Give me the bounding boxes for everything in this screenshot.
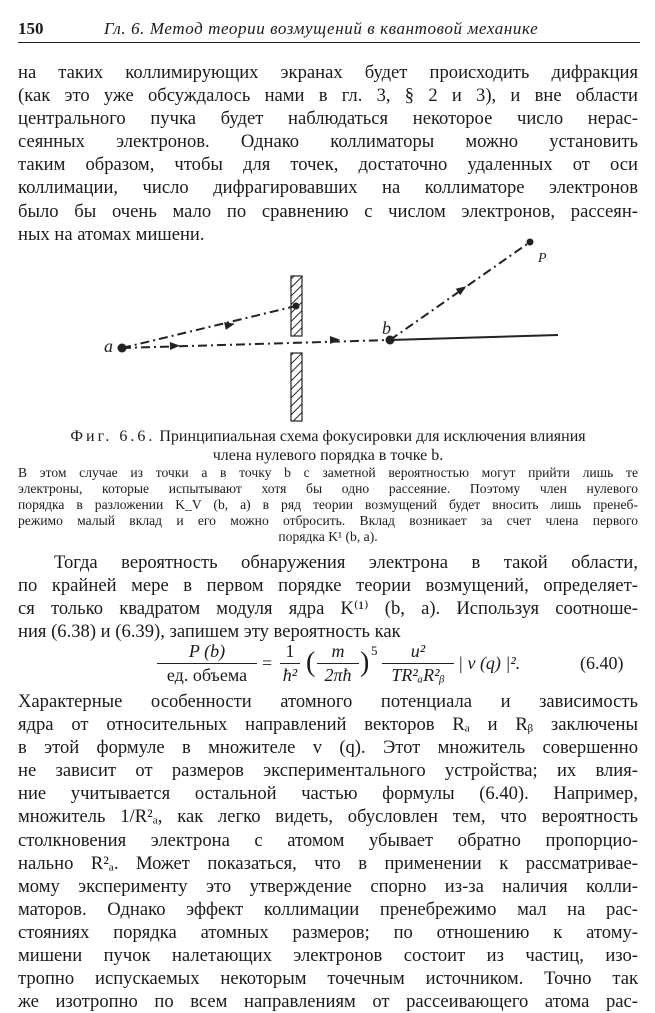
paragraph-1 — [18, 61, 638, 246]
equals-sign: = — [262, 653, 273, 673]
text-line: не зависит от размеров экспериментального устройства; их влия- — [18, 760, 638, 782]
caption-text-1: Принципиальная схема фокусировки для исключения влияния — [159, 428, 586, 445]
beam-path-upper — [122, 306, 296, 348]
text-line: множитель 1/R²ₐ, как легко видеть, обусловлен тем, что вероятность — [18, 806, 638, 828]
note-line: порядка в разложении K_V (b, a) в ряд теории возмущений будет вносить лишь пренеб- — [18, 497, 638, 512]
figure-6-6 — [0, 230, 655, 430]
m-denominator: 2πħ — [324, 665, 352, 685]
caption-label: Фиг. 6.6. — [70, 428, 156, 445]
formula-6-40 — [0, 641, 655, 691]
note-line: режимо малый вклад и его можно отбросить. Вклад возникает за счет члена первого — [18, 513, 638, 528]
note-line: В этом случае из точки a в точку b с заметной вероятностью могут прийти лишь те — [18, 465, 638, 480]
text-line: мишени пучок налетающих электронов состоит из частиц, изо- — [18, 945, 638, 967]
caption-text-2: члена нулевого порядка в точке b. — [212, 447, 444, 464]
text-line: маторов. Однако эффект коллимации пренебрежимо мал на рас- — [18, 898, 638, 920]
note-line: электроны, которые испытывают хотя бы одно рассеяние. Поэтому член нулевого — [18, 481, 638, 496]
label-a: a — [104, 336, 113, 356]
point-a — [118, 344, 127, 353]
text-line: Характерные особенности атомного потенциала и зависимость — [18, 691, 638, 712]
arrow-head — [330, 336, 340, 344]
collimator-screen-lower — [291, 353, 302, 421]
fraction-m — [317, 641, 359, 686]
fraction-u — [382, 641, 454, 686]
point-upper-hole — [293, 303, 300, 310]
arrow-head — [170, 342, 180, 350]
text-line: мому эксперименту это утверждение спорно из-за наличия колли- — [18, 875, 638, 897]
text-line: сеянных электронов. Однако коллиматоры можно установить — [18, 131, 638, 153]
const-denominator: ħ² — [282, 665, 298, 685]
u-numerator: u² — [410, 641, 426, 661]
text-line: Тогда вероятность обнаружения электрона в такой области, — [54, 552, 638, 573]
text-line: же изотропно по всем направлениям от рассеивающего атома рас- — [18, 991, 638, 1013]
text-line: ся только квадратом модуля ядра K⁽¹⁾ (b, a). Используя соотноше- — [18, 598, 638, 620]
text-line: нально R²ₐ. Может показаться, что в применении к рассматривае- — [18, 852, 638, 874]
text-line: (как это уже обсуждалось нами в гл. 3, § 2 и 3), и вне области — [18, 85, 638, 107]
paren-open: ( — [306, 647, 316, 678]
label-p: P — [538, 251, 547, 266]
text-line: центрального пучка будет наблюдаться некоторое число нерас- — [18, 108, 638, 130]
paragraph-2 — [18, 551, 638, 643]
text-line: было бы очень мало по сравнению с числом электронов, рассеян- — [18, 200, 638, 222]
running-title: Гл. 6. Метод теории возмущений в квантовой механике — [104, 19, 539, 38]
focusing-diagram — [0, 230, 655, 430]
figure-caption — [18, 427, 638, 465]
v-term: | v (q) |². — [458, 653, 521, 673]
text-line: ния (6.38) и (6.39), запишем эту вероятность как — [18, 621, 401, 643]
paren-close: ) — [360, 647, 370, 678]
lhs-numerator: P (b) — [188, 641, 226, 661]
unscattered-beam-line — [390, 335, 558, 340]
label-b: b — [382, 318, 391, 338]
text-line: ных на атомах мишени. — [18, 223, 205, 245]
const-numerator: 1 — [285, 641, 295, 661]
text-line: на таких коллимирующих экранах будет происходить дифракция — [18, 62, 638, 83]
lhs-denominator: ед. объема — [166, 665, 248, 685]
point-p — [527, 239, 534, 246]
text-line: по крайней мере в первом порядке теории возмущений, определяет- — [18, 575, 638, 597]
note-line: порядка K¹ (b, a). — [278, 529, 378, 544]
figure-note — [18, 465, 638, 545]
power-exponent: 5 — [371, 643, 378, 658]
text-line: в этой формуле в множителе v (q). Этот множитель совершенно — [18, 737, 638, 759]
text-line: коллимации, число дифрагировавших на коллиматоре электронов — [18, 177, 638, 199]
u-denominator: TR²ₐR²ᵦ — [391, 665, 445, 685]
m-numerator: m — [331, 641, 345, 661]
fraction-constant — [280, 641, 300, 686]
text-line: стояниях порядка атомных размеров; по отношению к атому- — [18, 921, 638, 943]
text-line: таким образом, чтобы для точек, достаточно удаленных от оси — [18, 154, 638, 176]
text-line: тропно испускаемых некоторым точечным источником. Точно так — [18, 968, 638, 990]
paragraph-3 — [18, 690, 638, 1013]
page-header — [18, 16, 640, 43]
text-line: ние учитывается остальной частью формулы (6.40). Например, — [18, 783, 638, 805]
text-line: столкновения электрона с атомом убывает обратно пропорцио- — [18, 829, 638, 851]
fraction-lhs — [157, 641, 257, 686]
text-line: ядра от относительных направлений векторов Rₐ и Rᵦ заключены — [18, 714, 638, 736]
page-number: 150 — [18, 19, 44, 38]
beam-path-center — [122, 340, 390, 348]
equation-number: (6.40) — [580, 653, 624, 673]
